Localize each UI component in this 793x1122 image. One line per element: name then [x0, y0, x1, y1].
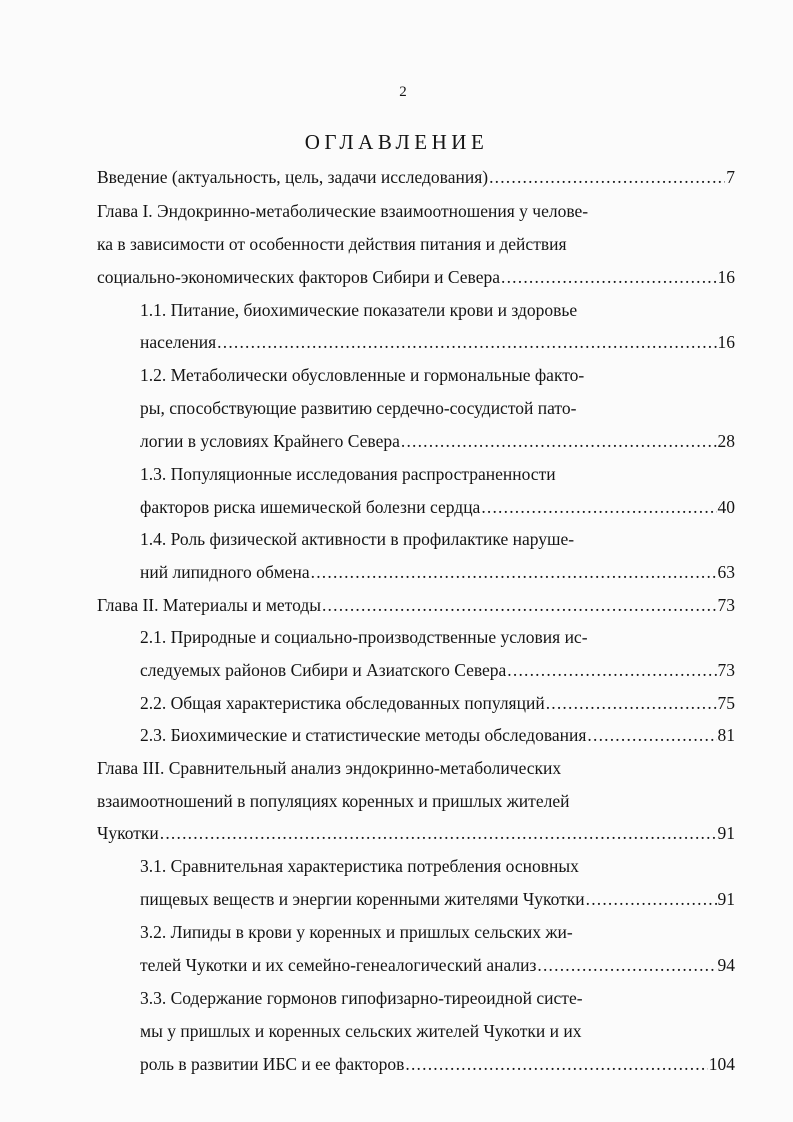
toc-entry-text: пищевых веществ и энергии коренными жителями Чукотки — [140, 889, 585, 909]
toc-entry-section-3-3[interactable] — [140, 1051, 735, 1077]
toc-section-3-2-line-1[interactable]: 3.2. Липиды в крови у коренных и пришлых сельских жи- — [140, 922, 573, 942]
toc-page-number: 16 — [717, 332, 735, 352]
toc-leader-dots — [546, 690, 717, 716]
toc-section-3-3-line-1[interactable]: 3.3. Содержание гормонов гипофизарно-тиреоидной систе- — [140, 988, 583, 1008]
toc-entry-text: роль в развитии ИБС и ее факторов — [140, 1054, 405, 1074]
toc-entry-section-3-2[interactable] — [140, 952, 735, 978]
toc-entry-section-2-2[interactable] — [140, 690, 735, 716]
toc-entry-section-1-3[interactable] — [140, 494, 735, 520]
toc-chapter-1-line-2[interactable]: ка в зависимости от особенности действия питания и действия — [97, 234, 567, 254]
toc-leader-dots — [501, 264, 716, 290]
toc-entry-chapter-1[interactable] — [97, 264, 735, 290]
toc-page-number: 40 — [717, 497, 735, 517]
toc-entry-text: Глава II. Материалы и методы — [97, 595, 321, 615]
toc-page-number: 104 — [708, 1054, 735, 1074]
toc-entry-text: населения — [140, 332, 217, 352]
toc-entry-text: Введение (актуальность, цель, задачи исследования) — [97, 167, 489, 187]
toc-chapter-1-line-1[interactable]: Глава I. Эндокринно-метаболические взаимоотношения у челове- — [97, 201, 589, 221]
toc-leader-dots — [507, 657, 716, 683]
toc-page-number: 94 — [717, 955, 735, 975]
toc-entry-text: 2.2. Общая характеристика обследованных популяций — [140, 693, 545, 713]
toc-entry-section-2-1[interactable] — [140, 657, 735, 683]
toc-chapter-3-line-1[interactable]: Глава III. Сравнительный анализ эндокринно-метаболических — [97, 758, 562, 778]
toc-page-number: 63 — [717, 562, 735, 582]
toc-leader-dots — [537, 952, 716, 978]
toc-page-number: 73 — [717, 595, 735, 615]
toc-entry-text: логии в условиях Крайнего Севера — [140, 431, 400, 451]
toc-section-1-4-line-1[interactable]: 1.4. Роль физической активности в профилактике наруше- — [140, 529, 575, 549]
toc-entry-chapter-3[interactable] — [97, 820, 735, 846]
toc-page-number: 16 — [717, 267, 735, 287]
toc-entry-section-1-2[interactable] — [140, 428, 735, 454]
toc-section-1-1-line-1[interactable]: 1.1. Питание, биохимические показатели крови и здоровье — [140, 300, 578, 320]
toc-section-1-3-line-1[interactable]: 1.3. Популяционные исследования распространенности — [140, 464, 556, 484]
toc-entry-text: следуемых районов Сибири и Азиатского Севера — [140, 660, 507, 680]
toc-entry-text: телей Чукотки и их семейно-генеалогический анализ — [140, 955, 537, 975]
toc-page-number: 81 — [717, 725, 735, 745]
toc-page-number: 91 — [717, 823, 735, 843]
toc-entry-text: ний липидного обмена — [140, 562, 310, 582]
toc-leader-dots — [160, 820, 717, 846]
toc-page-number: 28 — [717, 431, 735, 451]
toc-leader-dots — [405, 1051, 707, 1077]
toc-section-1-2-line-2[interactable]: ры, способствующие развитию сердечно-сосудистой пато- — [140, 398, 577, 418]
toc-page-number: 75 — [717, 693, 735, 713]
toc-entry-intro[interactable] — [97, 164, 735, 190]
toc-page-number: 73 — [717, 660, 735, 680]
toc-section-1-2-line-1[interactable]: 1.2. Метаболически обусловленные и гормональные факто- — [140, 365, 585, 385]
toc-leader-dots — [489, 164, 725, 190]
toc-section-2-1-line-1[interactable]: 2.1. Природные и социально-производственные условия ис- — [140, 627, 588, 647]
toc-entry-text: Чукотки — [97, 823, 159, 843]
toc-leader-dots — [481, 494, 716, 520]
toc-leader-dots — [401, 428, 717, 454]
toc-entry-chapter-2[interactable] — [97, 592, 735, 618]
toc-leader-dots — [322, 592, 717, 618]
toc-section-3-3-line-2[interactable]: мы у пришлых и коренных сельских жителей Чукотки и их — [140, 1021, 582, 1041]
toc-chapter-3-line-2[interactable]: взаимоотношений в популяциях коренных и пришлых жителей — [97, 791, 570, 811]
page-number: 2 — [399, 84, 407, 100]
toc-leader-dots — [217, 329, 716, 355]
toc-entry-section-3-1[interactable] — [140, 886, 735, 912]
toc-entry-section-1-1[interactable] — [140, 329, 735, 355]
toc-page-number: 91 — [717, 889, 735, 909]
toc-leader-dots — [587, 722, 716, 748]
toc-leader-dots — [311, 559, 717, 585]
page-title: ОГЛАВЛЕНИЕ — [304, 130, 489, 154]
toc-entry-text: социально-экономических факторов Сибири и Севера — [97, 267, 501, 287]
toc-page-number: 7 — [726, 167, 735, 187]
toc-entry-section-1-4[interactable] — [140, 559, 735, 585]
toc-leader-dots — [586, 886, 717, 912]
toc-section-3-1-line-1[interactable]: 3.1. Сравнительная характеристика потребления основных — [140, 856, 579, 876]
toc-entry-section-2-3[interactable] — [140, 722, 735, 748]
toc-entry-text: 2.3. Биохимические и статистические методы обследования — [140, 725, 587, 745]
toc-entry-text: факторов риска ишемической болезни сердца — [140, 497, 481, 517]
